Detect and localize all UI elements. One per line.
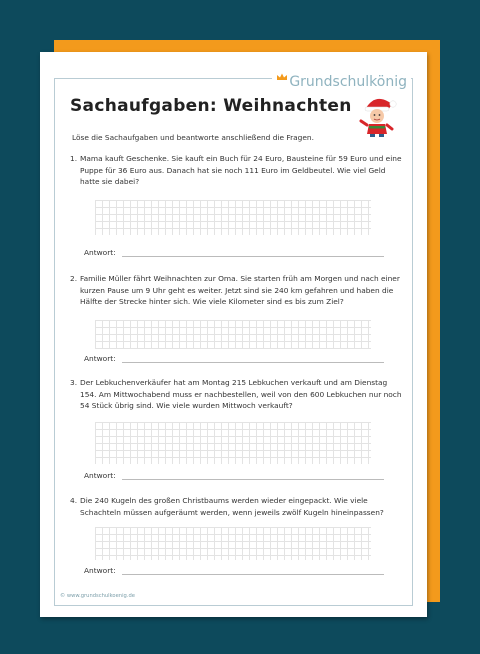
answer-row-4: [84, 566, 384, 575]
brand-logo: [272, 72, 411, 92]
answer-label: Antwort:: [84, 471, 116, 480]
task-number: 2.: [70, 274, 78, 283]
task-number: 1.: [70, 154, 78, 163]
task-text: Der Lebkuchenverkäufer hat am Montag 215 Lebkuchen verkauft und am Dienstag 154. Am Mittwochabend muss er nachbestellen, weil von den 600 Lebkuchen nur noch 54 Stück übrig sind. Wie viele wurden Mittwoch verkauft?: [80, 378, 402, 410]
answer-line-3[interactable]: [122, 472, 384, 480]
task-3: [70, 377, 402, 410]
task-text: Die 240 Kugeln des großen Christbaums werden wieder eingepackt. Wie viele Schachteln müssen aufgeräumt werden, wenn jeweils zwölf Kugeln hineinpassen?: [80, 496, 384, 517]
answer-line-4[interactable]: [122, 567, 384, 575]
instructions: Löse die Sachaufgaben und beantworte anschließend die Fragen.: [72, 133, 314, 142]
answer-row-1: [84, 248, 384, 257]
answer-grid-1[interactable]: [95, 200, 371, 235]
page-title: Sachaufgaben: Weihnachten: [70, 96, 352, 116]
footer-copyright: © www.grundschulkoenig.de: [60, 593, 138, 599]
task-text: Mama kauft Geschenke. Sie kauft ein Buch für 24 Euro, Bausteine für 59 Euro und eine Puppe für 36 Euro aus. Danach hat sie noch 111 Euro im Geldbeutel. Wie viel Geld hatte sie dabei?: [80, 154, 402, 186]
answer-row-2: [84, 354, 384, 363]
christmas-elf-icon: [358, 94, 398, 138]
answer-grid-3[interactable]: [95, 422, 371, 464]
answer-label: Antwort:: [84, 354, 116, 363]
answer-line-2[interactable]: [122, 355, 384, 363]
answer-label: Antwort:: [84, 566, 116, 575]
answer-grid-2[interactable]: [95, 320, 371, 349]
answer-label: Antwort:: [84, 248, 116, 257]
brand-name: Grundschulkönig: [289, 74, 407, 90]
task-1: [70, 153, 402, 186]
answer-line-1[interactable]: [122, 249, 384, 257]
answer-row-3: [84, 471, 384, 480]
worksheet: [40, 52, 427, 617]
task-text: Familie Müller fährt Weihnachten zur Oma. Sie starten früh am Morgen und nach einer kurzen Pause um 9 Uhr geht es weiter. Jetzt sind sie 240 km gefahren und haben die Hälfte der Strecke hinter sich. Wie viele Kilometer sind es bis zum Ziel?: [80, 274, 400, 306]
crown-icon: [276, 73, 288, 81]
task-2: [70, 273, 400, 306]
answer-grid-4[interactable]: [95, 527, 371, 560]
task-number: 4.: [70, 496, 78, 505]
task-number: 3.: [70, 378, 78, 387]
task-4: [70, 495, 400, 517]
